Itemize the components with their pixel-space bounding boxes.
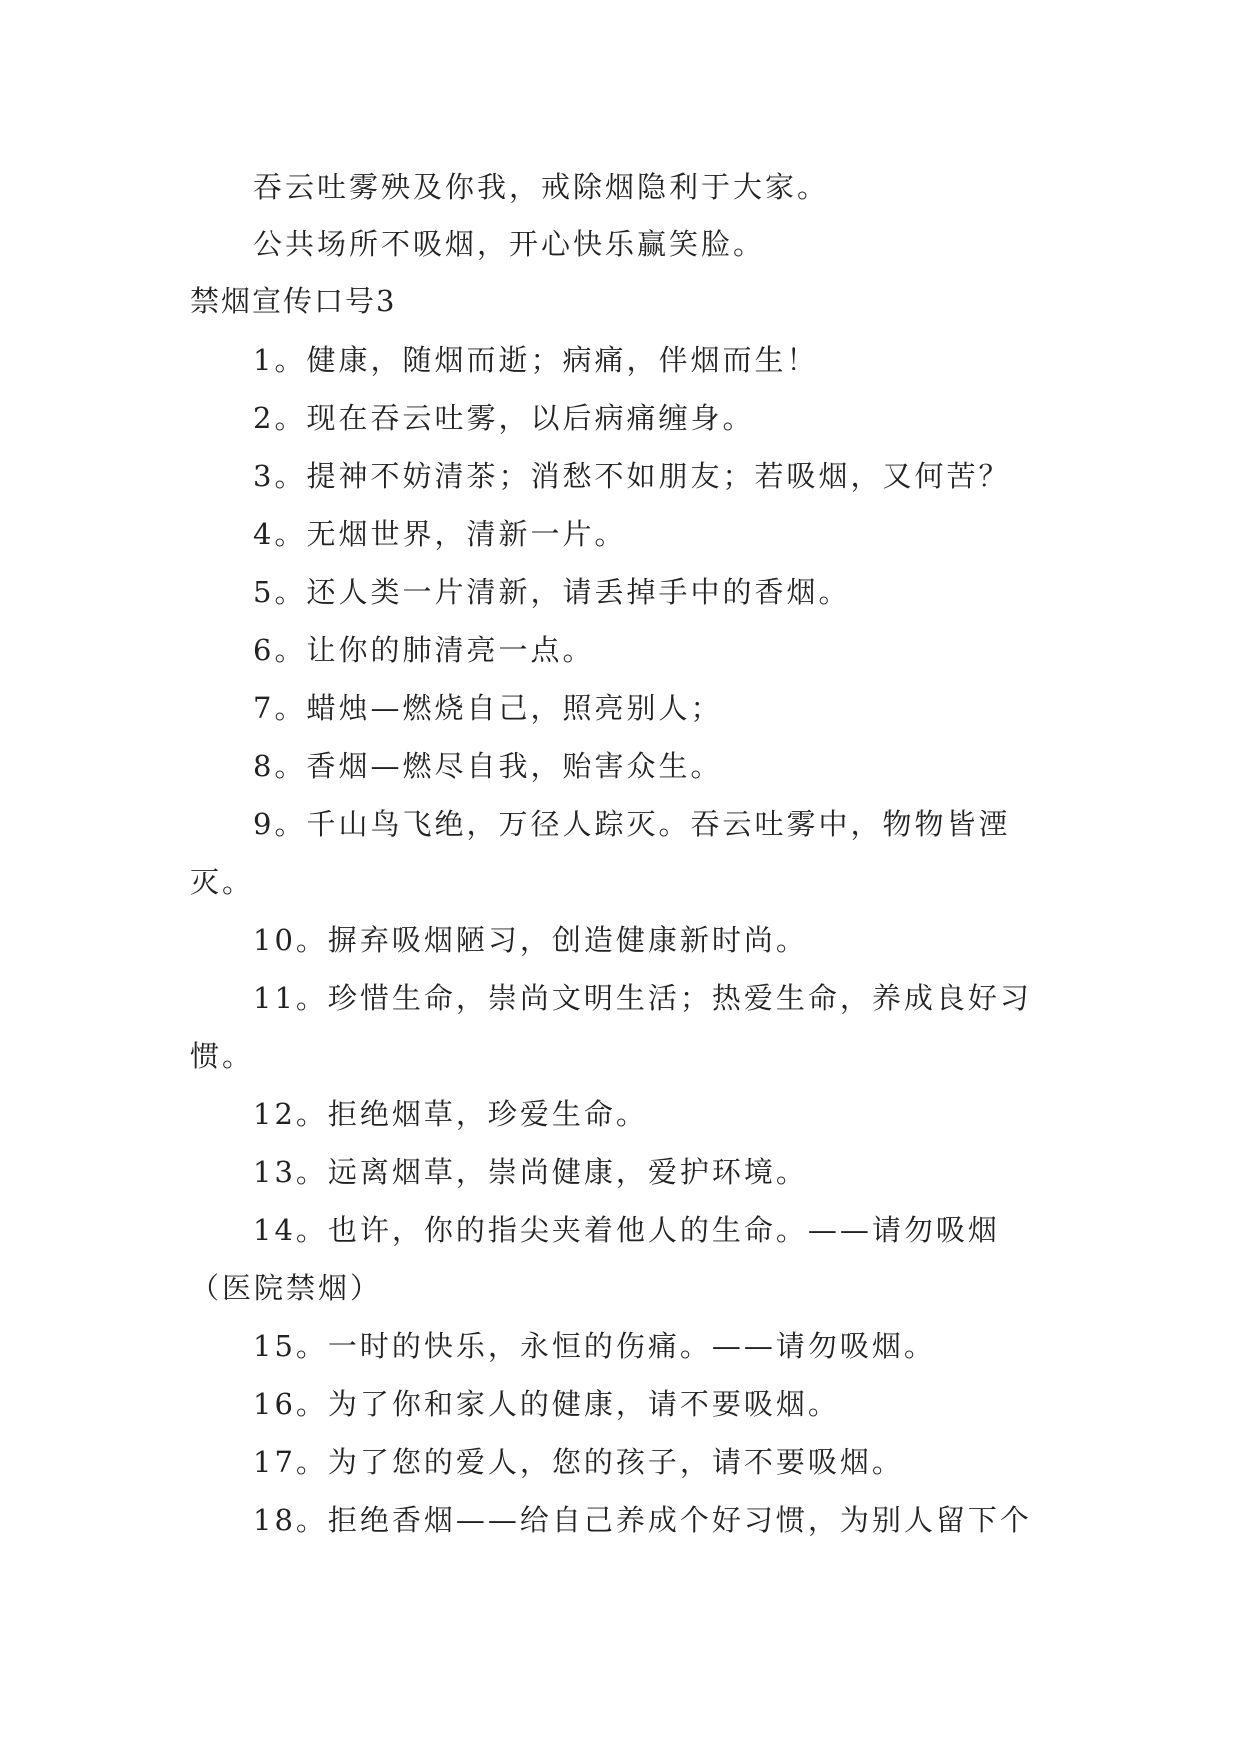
slogan-item: 1。健康，随烟而逝；病痛，伴烟而生！ [253, 343, 819, 377]
slogan-item: 16。为了你和家人的健康，请不要吸烟。 [253, 1387, 840, 1421]
slogan-item-continuation: 灭。 [190, 865, 255, 899]
slogan-item: 4。无烟世界，清新一片。 [253, 517, 627, 551]
slogan-item: 14。也许，你的指尖夹着他人的生命。——请勿吸烟 [253, 1213, 1000, 1247]
slogan-item: 8。香烟—燃尽自我，贻害众生。 [253, 749, 723, 783]
slogan-item: 18。拒绝香烟——给自己养成个好习惯，为别人留下个 [253, 1503, 1032, 1537]
slogan-item: 11。珍惜生命，崇尚文明生活；热爱生命，养成良好习 [253, 981, 1032, 1015]
intro-line: 公共场所不吸烟，开心快乐赢笑脸。 [253, 227, 766, 261]
slogan-item: 17。为了您的爱人，您的孩子，请不要吸烟。 [253, 1445, 904, 1479]
section-title: 禁烟宣传口号3 [190, 284, 397, 318]
slogan-item: 7。蜡烛—燃烧自己，照亮别人； [253, 691, 723, 725]
slogan-item: 9。千山鸟飞绝，万径人踪灭。吞云吐雾中，物物皆湮 [253, 807, 1011, 841]
slogan-item: 2。现在吞云吐雾，以后病痛缠身。 [253, 401, 755, 435]
slogan-item: 12。拒绝烟草，珍爱生命。 [253, 1097, 648, 1131]
slogan-item: 5。还人类一片清新，请丢掉手中的香烟。 [253, 575, 851, 609]
slogan-item: 6。让你的肺清亮一点。 [253, 633, 595, 667]
slogan-item: 15。一时的快乐，永恒的伤痛。——请勿吸烟。 [253, 1329, 936, 1363]
intro-line: 吞云吐雾殃及你我，戒除烟隐利于大家。 [253, 170, 830, 204]
slogan-item-continuation: 惯。 [190, 1039, 255, 1073]
slogan-item: 3。提神不妨清茶；消愁不如朋友；若吸烟，又何苦？ [253, 459, 1011, 493]
slogan-item: 13。远离烟草，崇尚健康，爱护环境。 [253, 1155, 808, 1189]
slogan-item: 10。摒弃吸烟陋习，创造健康新时尚。 [253, 923, 808, 957]
slogan-item-continuation: （医院禁烟） [190, 1271, 383, 1305]
